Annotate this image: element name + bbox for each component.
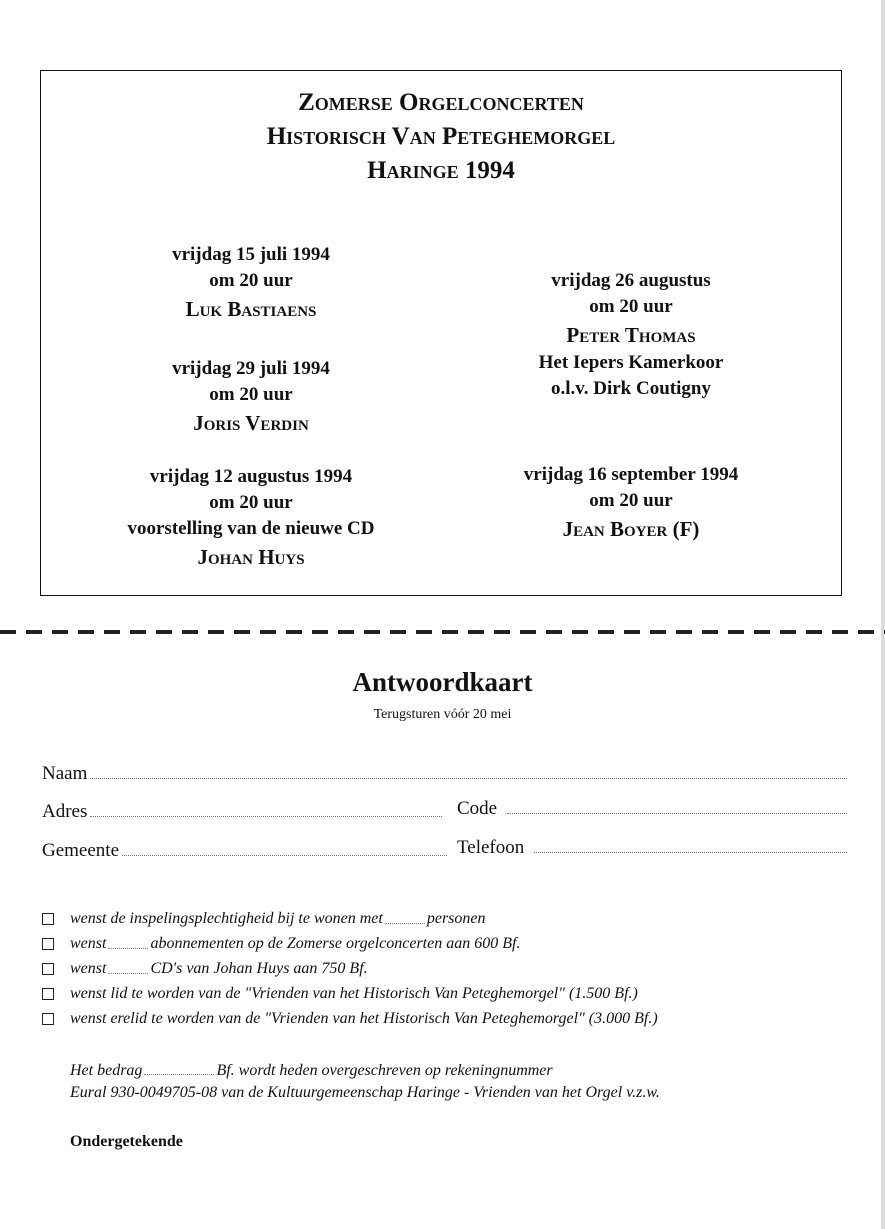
concert-left-2 [101, 356, 401, 438]
concert-date: vrijdag 29 juli 1994 [172, 358, 330, 379]
concert-performer: Jean Boyer (F) [562, 517, 700, 541]
concert-choir: Het Iepers Kamerkoor [538, 352, 724, 373]
concert-performer: Johan Huys [197, 545, 305, 569]
telefoon-field[interactable] [457, 837, 847, 859]
naam-label: Naam [42, 763, 88, 784]
card-subtitle: Terugsturen vóór 20 mei [373, 707, 512, 722]
concert-performer: Joris Verdin [193, 411, 309, 435]
option-lid: wenst lid te worden van de "Vrienden van het Historisch Van Peteghemorgel" (1.500 Bf.) [42, 981, 842, 1006]
concert-time: om 20 uur [209, 270, 293, 291]
concert-conductor: o.l.v. Dirk Coutigny [551, 378, 711, 399]
telefoon-label: Telefoon [457, 837, 525, 858]
code-line[interactable] [507, 801, 847, 814]
checkbox[interactable] [42, 1013, 54, 1025]
naam-line[interactable] [90, 766, 847, 779]
gemeente-field[interactable] [42, 840, 447, 862]
concert-time: om 20 uur [589, 490, 673, 511]
adres-field[interactable] [42, 801, 442, 823]
adres-label: Adres [42, 801, 88, 822]
cut-line [0, 630, 885, 634]
code-field[interactable] [457, 798, 847, 820]
concert-program-box [40, 70, 842, 596]
option-abonnementen: wenst abonnementen op de Zomerse orgelconcerten aan 600 Bf. [42, 931, 842, 956]
signature-label: Ondergetekende [70, 1133, 183, 1150]
checkbox[interactable] [42, 963, 54, 975]
concert-note: voorstelling van de nieuwe CD [127, 518, 375, 539]
options-list [42, 906, 842, 1031]
concert-performer: Peter Thomas [566, 323, 696, 347]
program-title-line3: Haringe 1994 [367, 157, 515, 184]
gemeente-line[interactable] [122, 843, 447, 856]
payment-text: Het bedrag Bf. wordt heden overgeschreven op rekeningnummer Eural 930-0049705-08 van de Kultuurgemeenschap Haringe - Vrienden van het Orgel v.z.w. [70, 1060, 660, 1104]
option-cds: wenst CD's van Johan Huys aan 750 Bf. [42, 956, 842, 981]
concert-date: vrijdag 26 augustus [551, 270, 711, 291]
concert-right-2 [481, 462, 781, 544]
naam-field[interactable] [42, 763, 847, 785]
checkbox[interactable] [42, 913, 54, 925]
program-title-line1: Zomerse Orgelconcerten [298, 89, 584, 116]
concert-time: om 20 uur [589, 296, 673, 317]
card-title: Antwoordkaart [352, 667, 533, 697]
concert-right-1 [481, 268, 781, 402]
checkbox[interactable] [42, 938, 54, 950]
account-line: Eural 930-0049705-08 van de Kultuurgemeenschap Haringe - Vrienden van het Orgel v.z.w. [70, 1084, 660, 1101]
page-edge [881, 0, 885, 1229]
concert-date: vrijdag 15 juli 1994 [172, 244, 330, 265]
concert-time: om 20 uur [209, 384, 293, 405]
concert-performer: Luk Bastiaens [185, 297, 317, 321]
concert-left-3 [81, 464, 421, 572]
concert-time: om 20 uur [209, 492, 293, 513]
code-label: Code [457, 798, 498, 819]
gemeente-label: Gemeente [42, 840, 120, 861]
program-title-line2: Historisch Van Peteghemorgel [266, 123, 616, 150]
telefoon-line[interactable] [534, 840, 847, 853]
concert-left-1 [101, 242, 401, 324]
adres-line[interactable] [90, 804, 442, 817]
option-erelid: wenst erelid te worden van de "Vrienden van het Historisch Van Peteghemorgel" (3.000 Bf.) [42, 1006, 842, 1031]
amount-line[interactable] [144, 1064, 214, 1075]
option-inspeling: wenst de inspelingsplechtigheid bij te wonen met personen [42, 906, 842, 931]
concert-date: vrijdag 12 augustus 1994 [149, 466, 353, 487]
checkbox[interactable] [42, 988, 54, 1000]
concert-date: vrijdag 16 september 1994 [523, 464, 739, 485]
